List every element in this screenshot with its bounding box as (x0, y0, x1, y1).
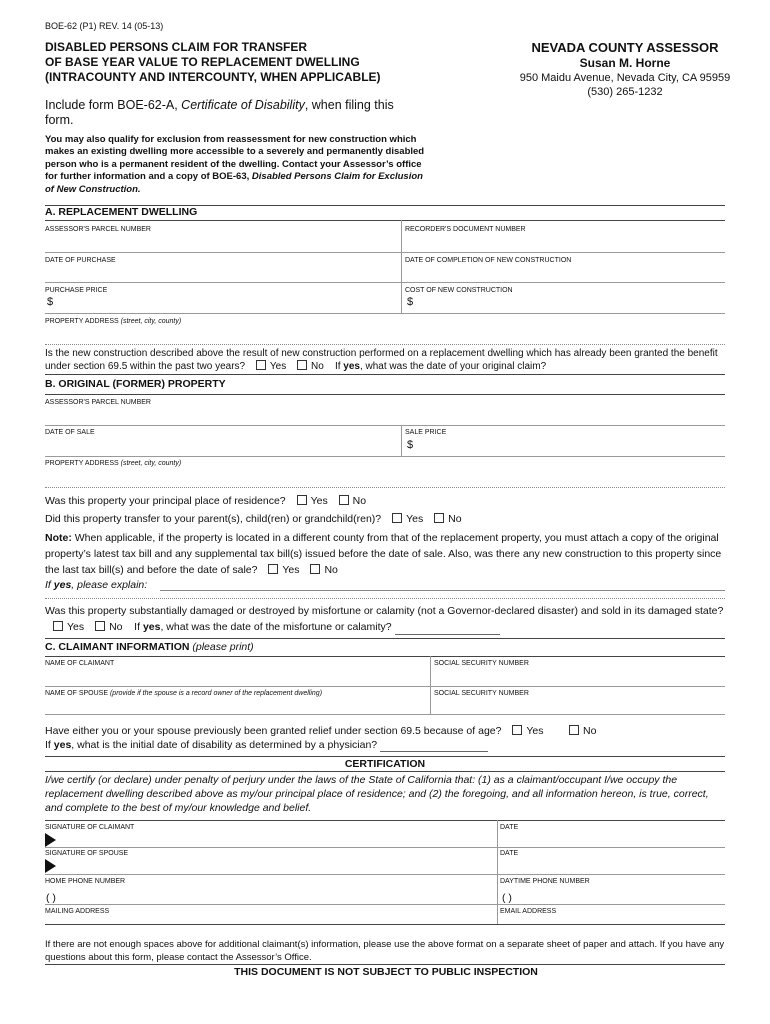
divider (45, 456, 725, 457)
date-label: DATE (500, 824, 519, 831)
purchase-price-label: PURCHASE PRICE (45, 287, 108, 294)
title-line: (INTRACOUNTY AND INTERCOUNTY, WHEN APPLICABLE) (45, 70, 381, 84)
explain-field[interactable] (160, 590, 725, 591)
checkbox-no[interactable] (95, 621, 105, 631)
divider (45, 847, 725, 848)
date-label: DATE (500, 850, 519, 857)
mailing-address-label: MAILING ADDRESS (45, 908, 110, 915)
column-divider (497, 820, 498, 924)
spouse-ssn-label: SOCIAL SECURITY NUMBER (434, 690, 529, 697)
divider (45, 924, 725, 925)
home-phone-label: HOME PHONE NUMBER (45, 878, 126, 885)
qualify-note: You may also qualify for exclusion from reassessment for new construction which makes an existing dwelling more accessible to a severely and permanently disabled person who is a permanent resident of the dwelling. Contact your Assessor’s office for further information and a copy of BOE-63, Disabled Persons Claim for Exclusion of New Construction. (45, 134, 425, 195)
age-relief-question: Have either you or your spouse previously been granted relief under section 69.5 because of age? Yes No (45, 725, 597, 737)
column-divider (401, 425, 402, 456)
divider (45, 282, 725, 283)
checkbox-yes[interactable] (297, 495, 307, 505)
divider (45, 714, 725, 715)
ssn-label: SOCIAL SECURITY NUMBER (434, 660, 529, 667)
construction-cost-label: COST OF NEW CONSTRUCTION (405, 287, 513, 294)
daytime-phone-label: DAYTIME PHONE NUMBER (500, 878, 590, 885)
divider (45, 425, 725, 426)
divider (45, 820, 725, 821)
assessor-address: 950 Maidu Avenue, Nevada City, CA 95959 (519, 72, 731, 84)
form-title (45, 40, 381, 85)
prior-benefit-question: Is the new construction described above the result of new construction performed on a replacement dwelling which has already been granted the benefit (45, 348, 718, 359)
disability-date-field[interactable] (380, 751, 488, 752)
divider (45, 344, 725, 345)
divider (45, 964, 725, 965)
title-line: OF BASE YEAR VALUE TO REPLACEMENT DWELLING (45, 55, 360, 69)
divider (45, 487, 725, 488)
checkbox-yes[interactable] (512, 725, 522, 735)
assessor-block (470, 40, 770, 99)
assessor-office: NEVADA COUNTY ASSESSOR (531, 40, 719, 55)
checkbox-yes[interactable] (256, 360, 266, 370)
title-line: DISABLED PERSONS CLAIM FOR TRANSFER (45, 40, 308, 54)
sale-price-label: SALE PRICE (405, 429, 447, 436)
checkbox-no[interactable] (339, 495, 349, 505)
claimant-signature-field[interactable] (60, 832, 490, 846)
property-address-label: PROPERTY ADDRESS (street, city, county) (45, 318, 182, 325)
spouse-name-label: NAME OF SPOUSE (provide if the spouse is a record owner of the replacement dwelling) (45, 690, 323, 697)
purchase-date-label: DATE OF PURCHASE (45, 257, 116, 264)
assessor-name: Susan M. Horne (579, 56, 671, 70)
certification-text: I/we certify (or declare) under penalty of perjury under the laws of the State of California that: (1) as a claimant/occupant I/we occupy the replacement dwelling described above as my/our principal place of residence; and (2) the foregoing, and all information hereon, is true, correct, and complete to the best of my/our knowledge and belief. (45, 774, 709, 814)
explain-label: If yes, please explain: (45, 579, 148, 591)
divider (45, 756, 725, 757)
tax-bill-note: Note: When applicable, if the property is located in a different county from that of the replacement property, you must attach a copy of the original property’s latest tax bill and any supplemental tax bill(s) issued before the date of sale. Also, was there any new construction to this property since the last tax bill(s) and before the date of sale? Yes No (45, 532, 722, 576)
home-phone-field[interactable]: ( ) (46, 892, 56, 904)
sign-here-arrow-icon (45, 859, 56, 873)
checkbox-no[interactable] (310, 564, 320, 574)
column-divider (430, 656, 431, 714)
divider (45, 904, 725, 905)
public-inspection-notice: THIS DOCUMENT IS NOT SUBJECT TO PUBLIC INSPECTION (234, 966, 538, 978)
divider (45, 686, 725, 687)
claimant-signature-label: SIGNATURE OF CLAIMANT (45, 824, 135, 831)
currency-sign: $ (47, 296, 54, 308)
sale-date-label: DATE OF SALE (45, 429, 95, 436)
divider (45, 252, 725, 253)
section-c-heading: C. CLAIMANT INFORMATION (please print) (45, 641, 254, 653)
property-address-label: PROPERTY ADDRESS (street, city, county) (45, 460, 182, 467)
certification-heading: CERTIFICATION (344, 758, 426, 770)
checkbox-yes[interactable] (392, 513, 402, 523)
checkbox-no[interactable] (434, 513, 444, 523)
section-a-heading: A. REPLACEMENT DWELLING (45, 206, 198, 218)
apn-label: ASSESSOR'S PARCEL NUMBER (45, 226, 151, 233)
recorder-doc-label: RECORDER'S DOCUMENT NUMBER (405, 226, 526, 233)
divider (45, 394, 725, 395)
column-divider (401, 220, 402, 314)
divider (45, 874, 725, 875)
divider (45, 220, 725, 221)
divider (45, 374, 725, 375)
footer-instructions: If there are not enough spaces above for additional claimant(s) information, please use the above format on a separate sheet of paper and attach. If you have any questions about this form, please contact the Assessor’s Office. (45, 939, 725, 963)
transfer-question: Did this property transfer to your parent(s), child(ren) or grandchild(ren)? Yes No (45, 513, 462, 525)
divider (45, 771, 725, 772)
divider (45, 656, 725, 657)
apn-label: ASSESSOR'S PARCEL NUMBER (45, 399, 151, 406)
sign-here-arrow-icon (45, 833, 56, 847)
checkbox-yes[interactable] (53, 621, 63, 631)
daytime-phone-field[interactable]: ( ) (502, 892, 512, 904)
damage-date-field[interactable] (395, 634, 500, 635)
form-number: BOE-62 (P1) REV. 14 (05-13) (45, 21, 164, 31)
currency-sign: $ (407, 439, 414, 451)
divider (45, 638, 725, 639)
include-instruction: Include form BOE-62-A, Certificate of Disability, when filing this form. (45, 98, 394, 127)
checkbox-no[interactable] (569, 725, 579, 735)
damage-question: Was this property substantially damaged or destroyed by misfortune or calamity (not a Governor-declared disaster) and sold in its damaged state? Yes No If yes, what was the date of the misfortune or calamity? (45, 605, 724, 633)
email-address-label: EMAIL ADDRESS (500, 908, 557, 915)
residence-question: Was this property your principal place of residence? Yes No (45, 495, 367, 507)
checkbox-yes[interactable] (268, 564, 278, 574)
completion-date-label: DATE OF COMPLETION OF NEW CONSTRUCTION (405, 257, 572, 264)
checkbox-no[interactable] (297, 360, 307, 370)
spouse-signature-label: SIGNATURE OF SPOUSE (45, 850, 129, 857)
section-b-heading: B. ORIGINAL (FORMER) PROPERTY (45, 378, 226, 390)
assessor-phone: (530) 265-1232 (587, 86, 663, 98)
divider (45, 598, 725, 599)
claimant-name-label: NAME OF CLAIMANT (45, 660, 115, 667)
disability-date-question: If yes, what is the initial date of disability as determined by a physician? (45, 739, 488, 752)
prior-benefit-question-line2: under section 69.5 within the past two years? Yes No If yes, what was the date of your original claim? (45, 361, 547, 372)
currency-sign: $ (407, 296, 414, 308)
spouse-signature-field[interactable] (60, 858, 490, 872)
divider (45, 313, 725, 314)
